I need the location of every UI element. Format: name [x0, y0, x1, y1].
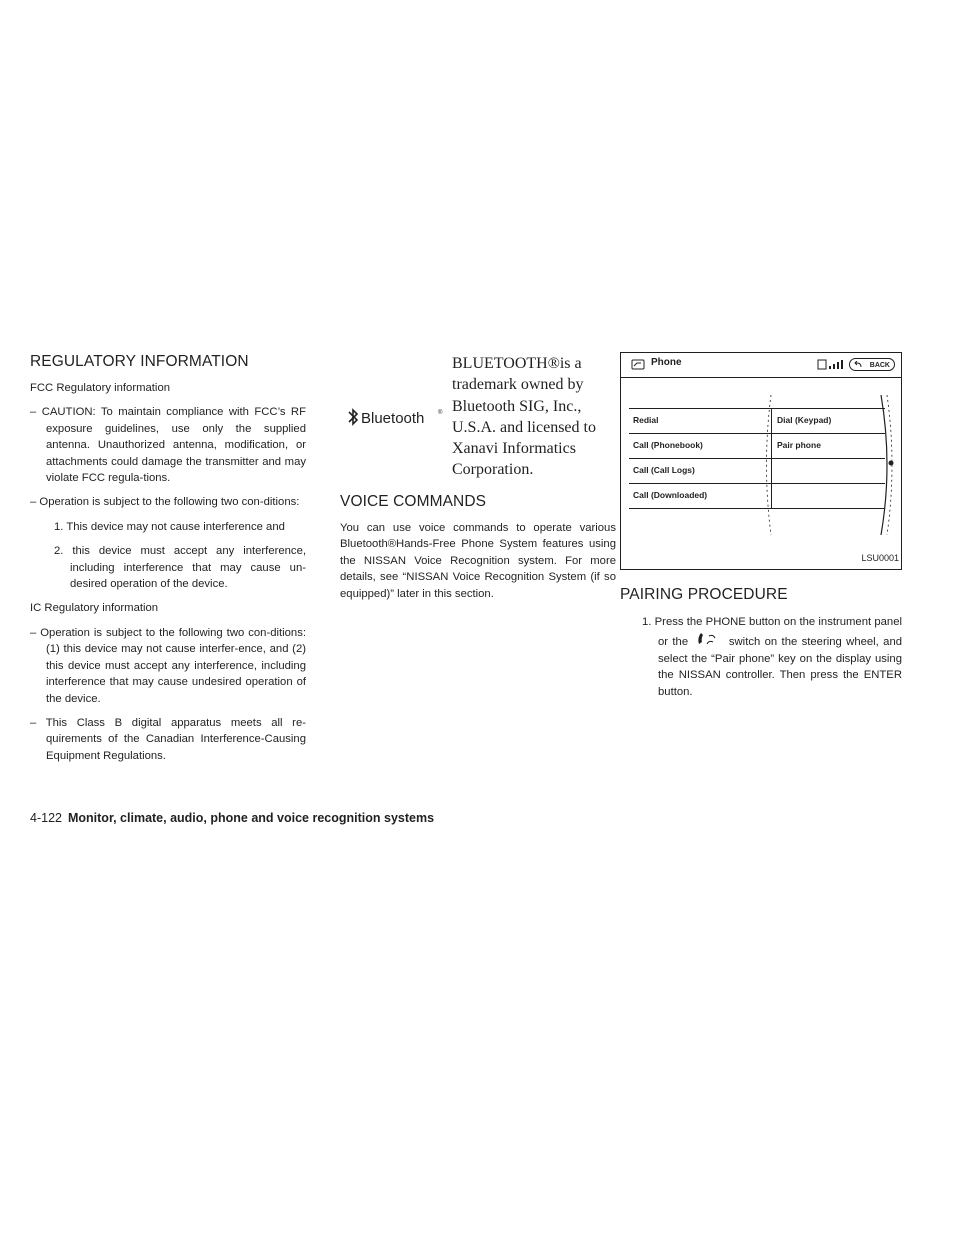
call-call-logs-button[interactable]: Call (Call Logs): [633, 465, 695, 475]
bluetooth-icon: [346, 405, 450, 431]
phone-screen-header: [621, 353, 901, 378]
ic-operation: – Operation is subject to the following two con-ditions: (1) this device may not cause interfer-ence, and (2) this device must accept any interference, including interference that may cause undesired operation of the device.: [30, 626, 306, 705]
menu-row: [629, 434, 885, 459]
bluetooth-trademark-text: BLUETOOTH®is a trademark owned by Bluetooth SIG, Inc., U.S.A. and licensed to Xanavi Informatics Corporation.: [452, 355, 596, 479]
ic-classb: – This Class B digital apparatus meets all re-quirements of the Canadian Interference-Causing Equipment Regulations.: [30, 716, 306, 762]
fcc-caution: – CAUTION: To maintain compliance with FCC’s RF exposure guidelines, use only the supplied antenna. Unauthorized antenna, modification, or attachments could damage the transmitter and may violate FCC regula-tions.: [30, 406, 306, 485]
back-arrow-icon: [853, 361, 863, 369]
bluetooth-voice-column: [340, 353, 616, 602]
page-footer: [30, 811, 434, 825]
menu-row: [629, 459, 885, 484]
regulatory-heading: REGULATORY INFORMATION: [30, 353, 249, 370]
fcc-condition-1: 1. This device may not cause interference and: [54, 520, 285, 533]
section-title: Monitor, climate, audio, phone and voice recognition systems: [67, 811, 435, 825]
phone-icon: [631, 358, 645, 371]
dial-keypad-button[interactable]: Dial (Keypad): [777, 415, 832, 425]
menu-row: [629, 408, 885, 434]
bluetooth-notice: [340, 353, 616, 493]
pairing-column: [620, 352, 902, 700]
phone-screen-figure: [620, 352, 902, 570]
scroll-dial-icon: [879, 395, 897, 535]
redial-button[interactable]: Redial: [633, 415, 659, 425]
steering-phone-switch-icon: [695, 630, 723, 648]
fcc-title: FCC Regulatory information: [30, 382, 171, 394]
figure-label: LSU0001: [861, 553, 899, 563]
regulatory-column: [30, 353, 306, 772]
svg-text:Bluetooth: Bluetooth: [361, 410, 425, 427]
page-number: 4-122: [30, 811, 62, 825]
phone-menu: [629, 408, 885, 509]
pairing-procedure-heading: PAIRING PROCEDURE: [620, 586, 788, 603]
pair-phone-button[interactable]: Pair phone: [777, 440, 821, 450]
fcc-operation: – Operation is subject to the following two con-ditions:: [30, 496, 300, 509]
voice-commands-heading: VOICE COMMANDS: [340, 493, 487, 510]
back-button[interactable]: BACK: [849, 358, 895, 371]
call-phonebook-button[interactable]: Call (Phonebook): [633, 440, 703, 450]
ic-title: IC Regulatory information: [30, 602, 159, 615]
voice-commands-text: You can use voice commands to operate various Bluetooth®Hands-Free Phone System features using the NISSAN Voice Recognition system. For more details, see “NISSAN Voice Recognition System (if so equipped)” later in this section.: [340, 522, 616, 600]
menu-row: [629, 484, 885, 509]
scroll-divider-icon: [761, 395, 773, 535]
phone-screen-title: Phone: [651, 357, 682, 368]
call-downloaded-button[interactable]: Call (Downloaded): [633, 490, 708, 500]
pairing-step-1: 1. Press the PHONE button on the instrument panel or the switch on the steering wheel, and select the “Pair phone” key on the display using the NISSAN controller. Then press the ENTER button.: [642, 616, 903, 698]
signal-strength-icon: [817, 358, 847, 371]
svg-text:®: ®: [438, 410, 443, 416]
fcc-condition-2: 2. this device must accept any interference, including interference that may cause un-desired operation of the device.: [54, 545, 306, 591]
bluetooth-logo: [346, 405, 450, 431]
